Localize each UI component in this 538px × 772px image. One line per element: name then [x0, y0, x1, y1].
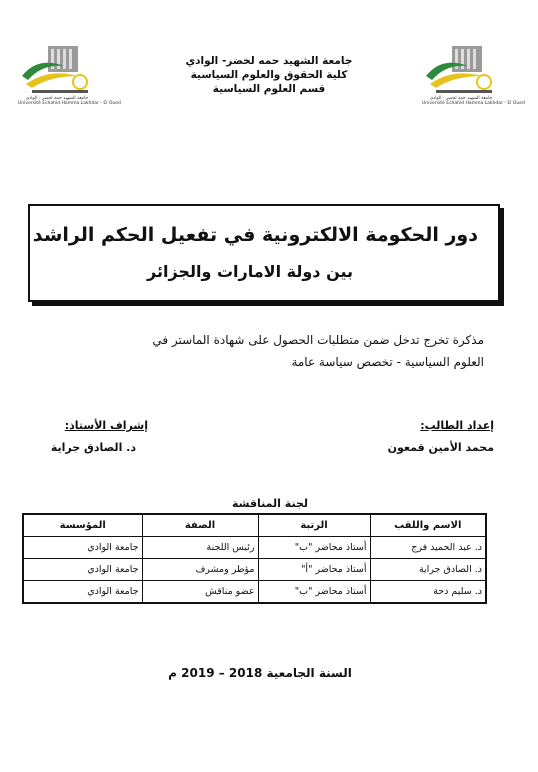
member-rank: أستاذ محاضر "ب" — [258, 537, 370, 559]
committee-title: لجنة المناقشة — [231, 497, 308, 510]
memo-statement — [54, 329, 484, 373]
memo-line-1: مذكرة تخرج تدخل ضمن متطلبات الحصول على شهادة الماستر في — [152, 333, 484, 347]
member-name: د. سليم دحة — [370, 581, 486, 604]
column-header: الرتبة — [258, 514, 370, 537]
thesis-title: دور الحكومة الالكترونية في تفعيل الحكم الراشد — [32, 224, 478, 246]
logo-caption-fr: Université Echahid Hamma Lakhdar - El Oued — [18, 101, 121, 106]
member-institution: جامعة الوادي — [23, 559, 142, 581]
committee-table — [22, 513, 487, 604]
member-rank: أستاذ محاضر "ب" — [258, 581, 370, 604]
table-row — [23, 537, 486, 559]
column-header: الاسم واللقب — [370, 514, 486, 537]
member-name: د. الصادق جراية — [370, 559, 486, 581]
column-header: المؤسسة — [23, 514, 142, 537]
member-name: د. عبد الحميد فرج — [370, 537, 486, 559]
university-emblem-icon — [422, 44, 500, 96]
member-institution: جامعة الوادي — [23, 537, 142, 559]
student-name: محمد الأمين قمعون — [387, 441, 494, 454]
member-institution: جامعة الوادي — [23, 581, 142, 604]
memo-line-2: العلوم السياسية - تخصص سياسة عامة — [291, 355, 484, 369]
member-rank: أستاذ محاضر "أ" — [258, 559, 370, 581]
university-emblem-icon — [18, 44, 96, 96]
member-role: عضو مناقش — [142, 581, 258, 604]
supervisor-label: إشراف الأستاذ: — [64, 419, 148, 432]
logo-caption-ar: جامعة الشهيد حمة لخضر - الوادي — [429, 96, 493, 101]
thesis-subtitle: بين دولة الامارات والجزائر — [147, 262, 353, 281]
column-header: الصفة — [142, 514, 258, 537]
table-row — [23, 581, 486, 604]
member-role: رئيس اللجنة — [142, 537, 258, 559]
university-logo-left — [18, 44, 121, 106]
supervisor-name: د. الصادق جراية — [50, 441, 136, 454]
member-role: مؤطر ومشرف — [142, 559, 258, 581]
department-name: قسم العلوم السياسية — [212, 83, 326, 95]
logo-caption-ar: جامعة الشهيد حمة لخضر - الوادي — [25, 96, 89, 101]
faculty-name: كلية الحقوق والعلوم السياسية — [190, 69, 348, 81]
university-logo-right — [422, 44, 525, 106]
table-row — [23, 559, 486, 581]
institution-header — [150, 54, 388, 96]
table-header-row — [23, 514, 486, 537]
university-name: جامعة الشهيد حمه لخضر- الوادي — [185, 55, 353, 67]
logo-caption-fr: Université Echahid Hamma Lakhdar - El Oued — [422, 101, 525, 106]
thesis-title-box — [28, 204, 500, 302]
student-label: إعداد الطالب: — [420, 419, 494, 432]
academic-year: السنة الجامعية 2018 – 2019 م — [168, 666, 352, 680]
